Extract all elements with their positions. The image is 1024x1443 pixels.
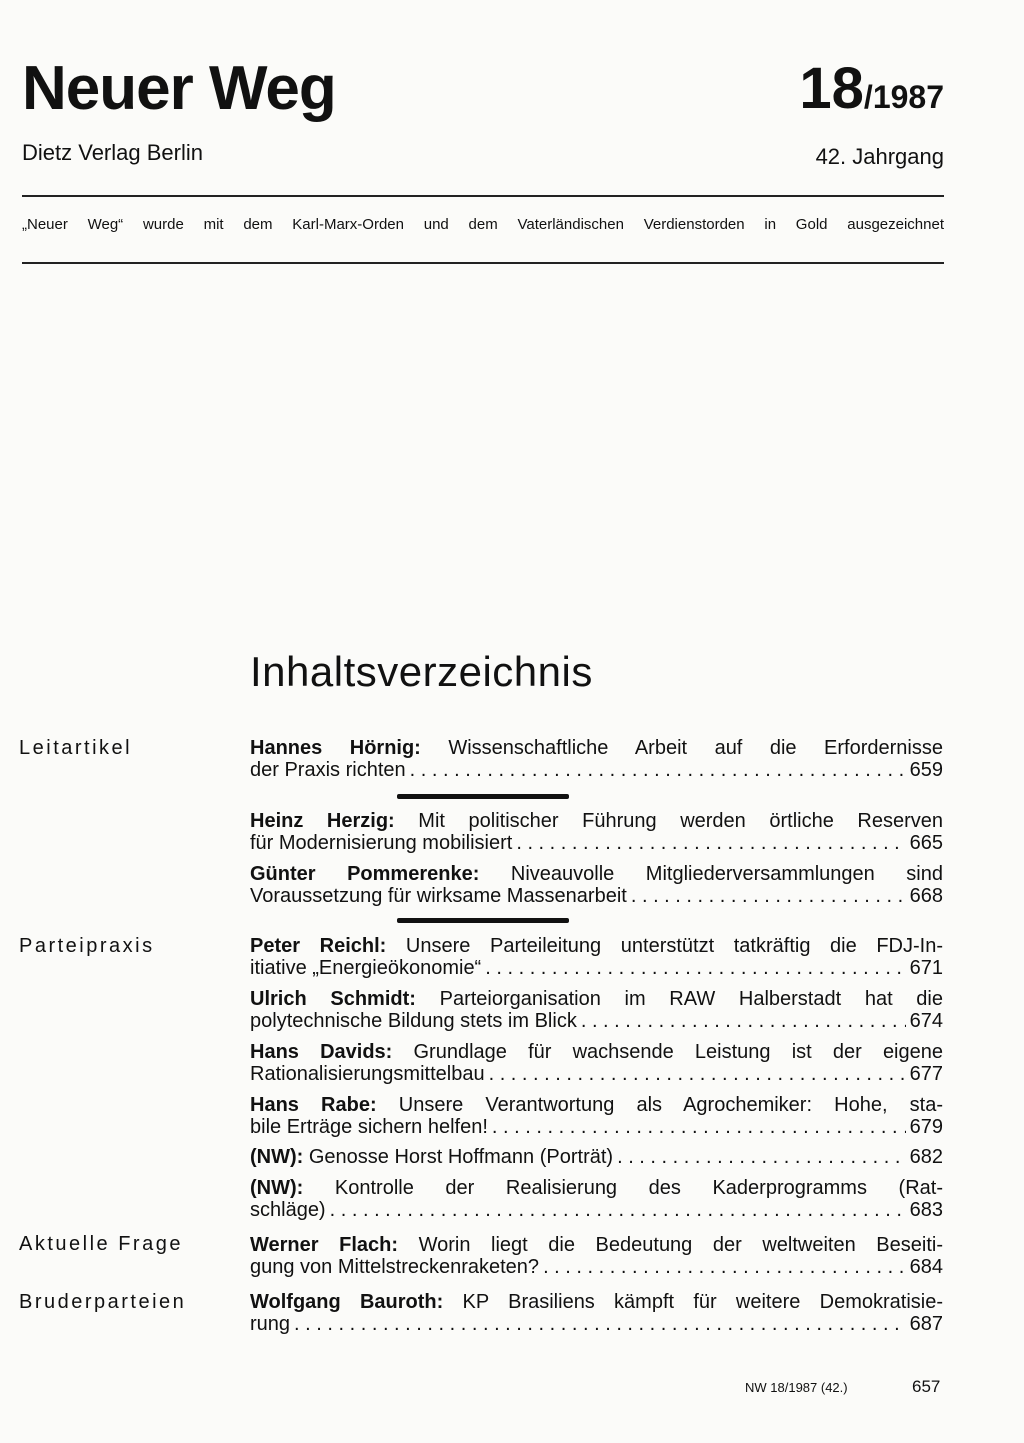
toc-entry-page: 682: [909, 1146, 943, 1168]
toc-entry-page: 674: [909, 1010, 943, 1032]
toc-entry-page: 671: [909, 957, 943, 979]
top-rule: [22, 195, 944, 197]
toc-entry-line2: itiative „Energieökonomie“ . . . 671: [250, 957, 943, 979]
award-line: „Neuer Weg“ wurde mit dem Karl-Marx-Orden und dem Vaterländischen Verdienstorden in Gold ausgezeichnet: [22, 216, 944, 233]
toc-entry[interactable]: [250, 810, 943, 854]
publisher: Dietz Verlag Berlin: [22, 140, 203, 165]
issue-number-value: 18: [799, 56, 864, 121]
toc-entry-line2: Rationalisierungsmittelbau . . . 677: [250, 1063, 943, 1085]
toc-entry-line2: schläge) . . . 683: [250, 1199, 943, 1221]
section-divider: [397, 794, 569, 799]
section-label-aktuelle-frage: Aktuelle Frage: [19, 1233, 183, 1255]
footer-page-number: 657: [912, 1377, 941, 1396]
toc-entry-line1: Günter Pommerenke: Niveauvolle Mitgliederversammlungen sind: [250, 863, 943, 885]
toc-entry-line1: Hans Davids: Grundlage für wachsende Leistung ist der eigene: [250, 1041, 943, 1063]
toc-entry-line2: Voraussetzung für wirksame Massenarbeit . . . 668: [250, 885, 943, 907]
issue-year: /1987: [863, 79, 944, 115]
toc-entry-author: (NW):: [250, 1146, 304, 1168]
toc-entry-line1: Wolfgang Bauroth: KP Brasiliens kämpft für weitere Demokratisie-: [250, 1291, 943, 1313]
section-label-parteipraxis: Parteipraxis: [19, 935, 155, 957]
toc-entry-page: 687: [909, 1313, 943, 1335]
toc-entry-line1: Heinz Herzig: Mit politischer Führung werden örtliche Reserven: [250, 810, 943, 832]
toc-heading: Inhaltsverzeichnis: [250, 648, 593, 695]
dot-leader: [617, 1146, 906, 1168]
dot-leader: [581, 1010, 906, 1032]
toc-entry-line1: Werner Flach: Worin liegt die Bedeutung der weltweiten Beseiti-: [250, 1234, 943, 1256]
toc-entry[interactable]: [250, 1291, 943, 1335]
toc-entry-line1: Ulrich Schmidt: Parteiorganisation im RAW Halberstadt hat die: [250, 988, 943, 1010]
toc-entry[interactable]: [250, 863, 943, 907]
toc-entry[interactable]: [250, 935, 943, 979]
toc-entry-line1: Hans Rabe: Unsere Verantwortung als Agrochemiker: Hohe, sta-: [250, 1094, 944, 1116]
volume: 42. Jahrgang: [815, 144, 944, 169]
toc-entry[interactable]: [250, 1234, 943, 1278]
toc-entry-line1: (NW): Kontrolle der Realisierung des Kaderprogramms (Rat-: [250, 1177, 943, 1199]
toc-entry-page: 677: [909, 1063, 943, 1085]
toc-entry-line2: gung von Mittelstreckenraketen? . . . 684: [250, 1256, 943, 1278]
toc-entry-page: 683: [909, 1199, 943, 1221]
masthead-title: Neuer Weg: [22, 54, 336, 123]
toc-entry-line2: für Modernisierung mobilisiert . . . 665: [250, 832, 943, 854]
dot-leader: [485, 957, 905, 979]
toc-entry-page: 684: [909, 1256, 943, 1278]
toc-entry[interactable]: [250, 737, 943, 781]
toc-entry-author: Wolfgang Bauroth:: [250, 1291, 444, 1313]
issue-number: [799, 56, 944, 121]
dot-leader: [516, 832, 905, 854]
dot-leader: [631, 885, 906, 907]
toc-entry[interactable]: [250, 988, 943, 1032]
dot-leader: [492, 1116, 906, 1138]
dot-leader: [543, 1256, 906, 1278]
toc-entry-page: 679: [909, 1116, 943, 1138]
toc-entry-author: Hans Davids:: [250, 1041, 393, 1063]
dot-leader: [330, 1199, 906, 1221]
toc-entry-line1: Peter Reichl: Unsere Parteileitung unterstützt tatkräftig die FDJ-In-: [250, 935, 943, 957]
toc-entry-author: Günter Pommerenke:: [250, 863, 480, 885]
toc-entry-page: 659: [909, 759, 943, 781]
toc-entry-line2: (NW): Genosse Horst Hoffmann (Porträt) . . . 682: [250, 1146, 943, 1168]
toc-entry[interactable]: [250, 1177, 943, 1221]
dot-leader: [294, 1313, 906, 1335]
toc-entry-author: Werner Flach:: [250, 1234, 399, 1256]
dot-leader: [410, 759, 906, 781]
toc-entry[interactable]: [250, 1146, 943, 1168]
section-label-leitartikel: Leitartikel: [19, 737, 133, 759]
toc-entry-line2: polytechnische Bildung stets im Blick . . . 674: [250, 1010, 943, 1032]
toc-entry-author: Ulrich Schmidt:: [250, 988, 416, 1010]
toc-entry-line2: bile Erträge sichern helfen! . . . 679: [250, 1116, 943, 1138]
toc-entry-author: (NW):: [250, 1177, 304, 1199]
footer-reference: NW 18/1987 (42.): [745, 1380, 848, 1395]
dot-leader: [489, 1063, 906, 1085]
section-label-bruderparteien: Bruderparteien: [19, 1291, 187, 1313]
toc-entry-page: 665: [909, 832, 943, 854]
toc-entry-author: Hannes Hörnig:: [250, 737, 421, 759]
toc-entry-author: Heinz Herzig:: [250, 810, 395, 832]
award-rule: [22, 262, 944, 264]
toc-entry[interactable]: [250, 1094, 943, 1138]
section-divider: [397, 918, 569, 923]
toc-entry-line1: Hannes Hörnig: Wissenschaftliche Arbeit auf die Erfordernisse: [250, 737, 943, 759]
toc-entry-page: 668: [909, 885, 943, 907]
toc-entry-line2: der Praxis richten . . . 659: [250, 759, 943, 781]
toc-entry-line2: rung . . . 687: [250, 1313, 943, 1335]
toc-entry-author: Hans Rabe:: [250, 1094, 377, 1116]
toc-entry[interactable]: [250, 1041, 943, 1085]
toc-entry-author: Peter Reichl:: [250, 935, 387, 957]
